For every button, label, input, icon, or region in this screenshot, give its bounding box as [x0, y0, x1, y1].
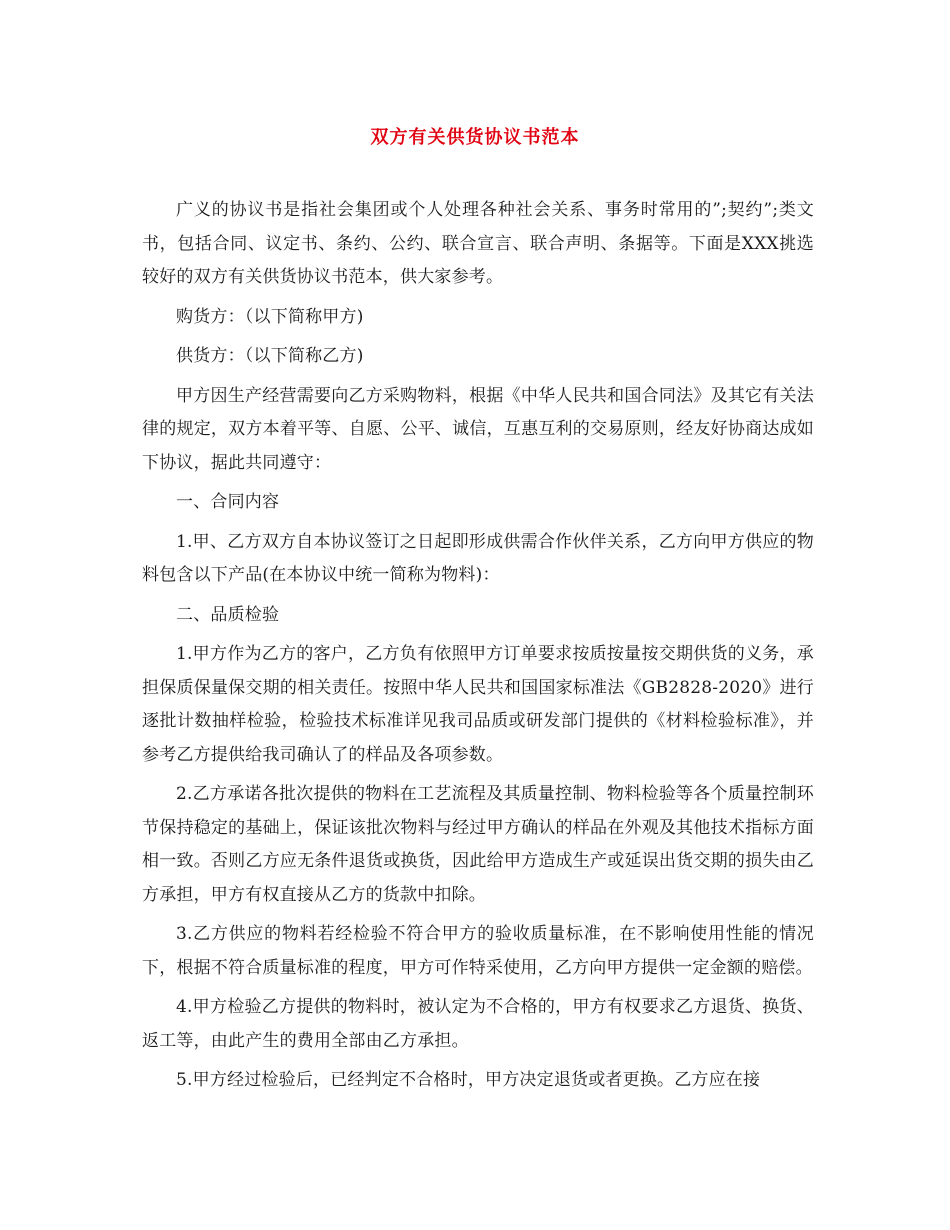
document-body: [142, 194, 814, 1104]
paragraph-clause-2-2: 2.乙方承诺各批次提供的物料在工艺流程及其质量控制、物料检验等各个质量控制环节保持稳定的基础上，保证该批次物料与经过甲方确认的样品在外观及其他技术指标方面相一致。否则乙方应无条件退货或换货，因此给甲方造成生产或延误出货交期的损失由乙方承担，甲方有权直接从乙方的货款中扣除。: [142, 784, 814, 905]
paragraph-clause-2-1: 1.甲方作为乙方的客户，乙方负有依照甲方订单要求按质按量按交期供货的义务，承担保质保量保交期的相关责任。按照中华人民共和国国家标准法《GB2828-2020》进行逐批计数抽样检验，检验技术标准详见我司品质或研发部门提供的《材料检验标准》，并参考乙方提供给我司确认了的样品及各项参数。: [142, 644, 814, 765]
paragraph-intro: 广义的协议书是指社会集团或个人处理各种社会关系、事务时常用的”;契约”;类文书，包括合同、议定书、条约、公约、联合宣言、联合声明、条据等。下面是XXX挑选较好的双方有关供货协议书范本，供大家参考。: [142, 200, 814, 287]
paragraph-clause-2-4: 4.甲方检验乙方提供的物料时，被认定为不合格的，甲方有权要求乙方退货、换货、返工等，由此产生的费用全部由乙方承担。: [142, 997, 814, 1051]
section-heading-quality-inspection: 二、品质检验: [176, 604, 280, 625]
document-title: 双方有关供货协议书范本: [370, 127, 580, 148]
paragraph-supplier: 供货方：（以下简称乙方): [176, 346, 364, 366]
paragraph-preamble: 甲方因生产经营需要向乙方采购物料，根据《中华人民共和国合同法》及其它有关法律的规定，双方本着平等、自愿、公平、诚信，互惠互利的交易原则，经友好协商达成如下协议，据此共同遵守：: [142, 385, 814, 473]
section-heading-contract-content: 一、合同内容: [176, 492, 280, 512]
paragraph-buyer: 购货方：（以下简称甲方): [176, 306, 364, 327]
paragraph-clause-2-5: 5.甲方经过检验后，已经判定不合格时，甲方决定退货或者更换。乙方应在接: [176, 1070, 761, 1090]
paragraph-clause-2-3: 3.乙方供应的物料若经检验不符合甲方的验收质量标准，在不影响使用性能的情况下，根据不符合质量标准的程度，甲方可作特采使用，乙方向甲方提供一定金额的赔偿。: [142, 924, 814, 978]
paragraph-clause-1-1: 1.甲、乙方双方自本协议签订之日起即形成供需合作伙伴关系，乙方向甲方供应的物料包含以下产品(在本协议中统一简称为物料)：: [142, 531, 814, 585]
